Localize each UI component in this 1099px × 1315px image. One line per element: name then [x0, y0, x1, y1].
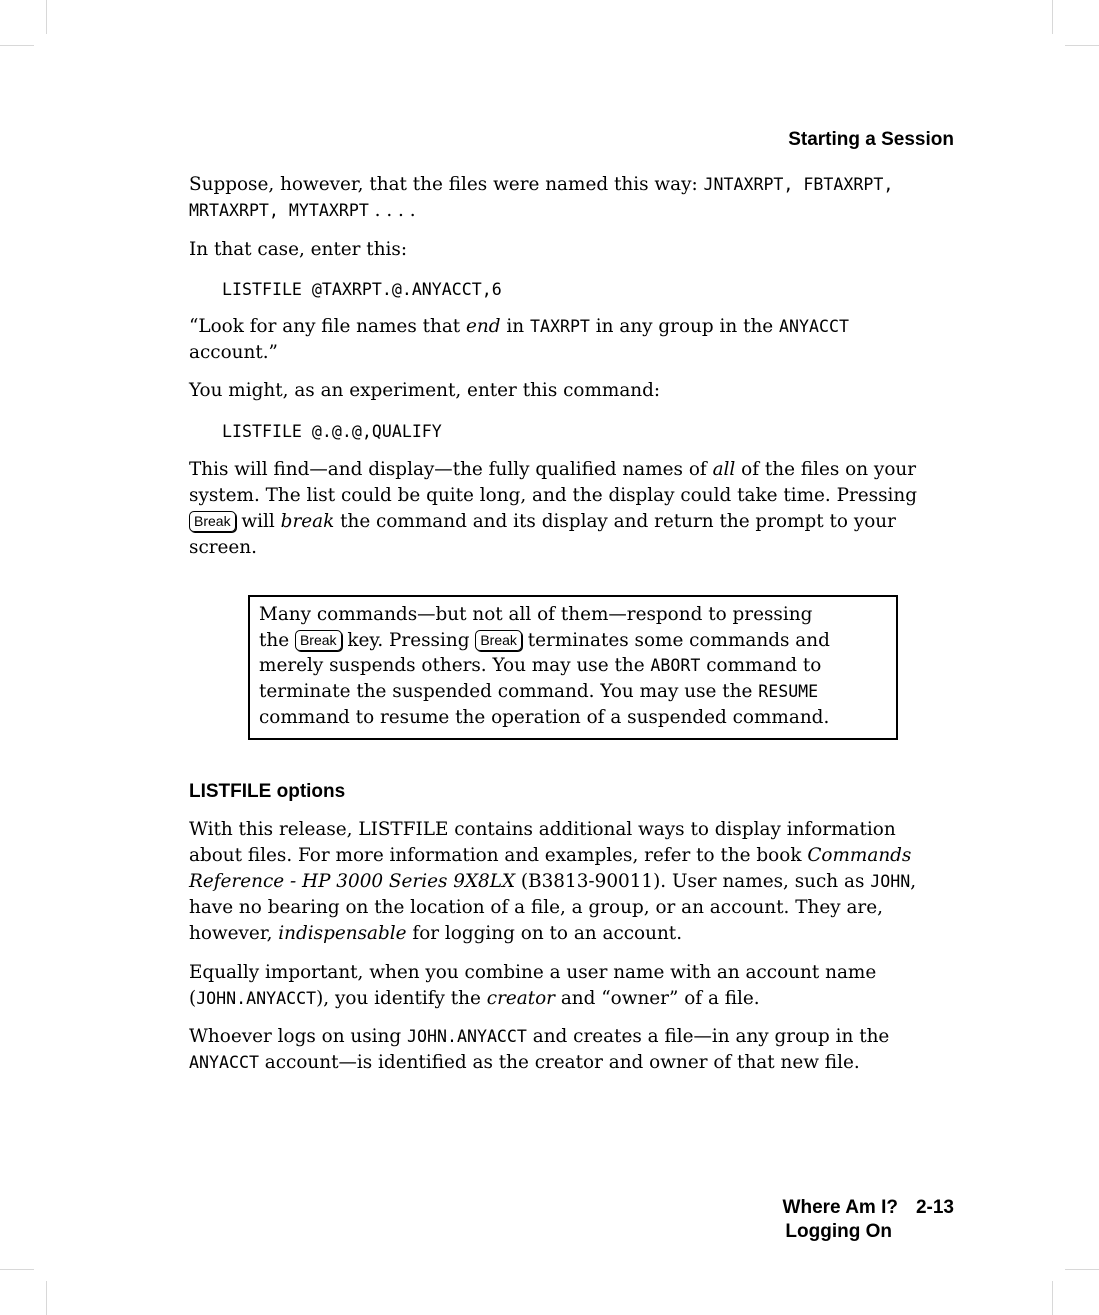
text: system. The list could be quite long, and the display could take time. Pressing — [189, 485, 918, 506]
paragraph-in-that-case: In that case, enter this: — [189, 239, 408, 260]
text: Suppose, however, that the files were named this way: — [189, 174, 704, 195]
page-number: 2-13 — [915, 1197, 954, 1218]
text: command to — [700, 655, 822, 677]
crop-mark-bottom-left — [0, 1269, 34, 1270]
text: ( — [189, 988, 197, 1009]
text: in any group in the — [589, 316, 780, 337]
text: for logging on to an account. — [406, 923, 683, 944]
crop-mark-top-left — [46, 0, 47, 34]
paragraph-find-display — [189, 457, 959, 561]
text: the — [259, 629, 295, 651]
code-john-anyacct: JOHN.ANYACCT — [196, 989, 317, 1008]
text: command to resume the operation of a suspended command. — [259, 706, 830, 728]
text: in — [500, 316, 530, 337]
text: screen. — [189, 537, 257, 558]
crop-mark-bottom-right — [1052, 1281, 1053, 1315]
code-abort: ABORT — [650, 656, 701, 676]
paragraph-equally-important — [189, 960, 959, 1012]
emphasis-indispensable: indispensable — [278, 923, 407, 944]
emphasis-creator: creator — [486, 988, 555, 1009]
text: , — [910, 871, 917, 892]
code-file-list: MRTAXRPT, MYTAXRPT — [189, 201, 369, 220]
code-john: JOHN — [870, 872, 911, 891]
section-heading: LISTFILE options — [189, 781, 346, 802]
text: account—is identified as the creator and owner of that new file. — [258, 1052, 860, 1073]
command-listfile-taxrpt: LISTFILE @TAXRPT.@.ANYACCT,6 — [222, 280, 502, 299]
paragraph-whoever-logs-on — [189, 1024, 959, 1076]
paragraph-explanation — [189, 314, 959, 366]
text: key. Pressing — [341, 629, 476, 651]
text: Many commands—but not all of them—respond to pressing — [259, 604, 813, 625]
note-box — [248, 595, 898, 740]
text: however, — [189, 923, 279, 944]
emphasis-break: break — [280, 511, 335, 532]
book-title: Reference - HP 3000 Series 9X8LX — [189, 871, 516, 892]
code-taxrpt: TAXRPT — [529, 317, 590, 336]
text: This will find—and display—the fully qualified names of — [189, 459, 713, 480]
footer-chapter: Where Am I? — [782, 1197, 898, 1218]
emphasis-end: end — [466, 316, 501, 337]
text: Equally important, when you combine a user name with an account name — [189, 962, 877, 983]
break-key-icon: Break — [475, 630, 522, 651]
note-text — [259, 602, 830, 731]
text: terminate the suspended command. You may use the — [259, 681, 759, 703]
text: “Look for any file names that — [189, 316, 467, 337]
crop-mark-bottom-left — [46, 1281, 47, 1315]
text: terminates some commands and — [521, 629, 830, 651]
crop-mark-top-right — [1065, 45, 1099, 46]
text: will — [235, 511, 281, 532]
text: of the files on your — [735, 459, 917, 480]
text: With this release, LISTFILE contains additional ways to display information — [189, 819, 896, 840]
paragraph-file-names — [189, 172, 959, 224]
text: about files. For more information and examples, refer to the book — [189, 845, 808, 866]
running-head: Starting a Session — [788, 129, 954, 150]
text: account.” — [189, 342, 278, 363]
text: and creates a file—in any group in the — [526, 1026, 890, 1047]
text: (B3813-90011). User names, such as — [515, 871, 871, 892]
text: ), you identify the — [316, 988, 487, 1009]
break-key-icon: Break — [189, 511, 236, 532]
text: the command and its display and return the prompt to your — [334, 511, 896, 532]
text: and “owner” of a file. — [554, 988, 760, 1009]
text: have no bearing on the location of a file, a group, or an account. They are, — [189, 897, 883, 918]
text: Whoever logs on using — [189, 1026, 408, 1047]
crop-mark-top-right — [1052, 0, 1053, 34]
code-anyacct: ANYACCT — [779, 317, 849, 336]
text: merely suspends others. You may use the — [259, 655, 651, 677]
paragraph-experiment: You might, as an experiment, enter this command: — [189, 380, 661, 401]
book-title: Commands — [807, 845, 912, 866]
emphasis-all: all — [712, 459, 736, 480]
ellipsis: . . . . — [368, 200, 416, 221]
page-footer — [783, 1196, 954, 1244]
crop-mark-bottom-right — [1065, 1269, 1099, 1270]
code-anyacct: ANYACCT — [189, 1053, 259, 1072]
crop-mark-top-left — [0, 45, 34, 46]
paragraph-listfile-release — [189, 817, 959, 947]
code-file-list: JNTAXRPT, FBTAXRPT, — [703, 175, 894, 194]
footer-section: Logging On — [785, 1221, 892, 1242]
code-john-anyacct: JOHN.ANYACCT — [407, 1027, 527, 1046]
code-resume: RESUME — [758, 682, 819, 702]
command-listfile-qualify: LISTFILE @.@.@,QUALIFY — [222, 422, 442, 441]
break-key-icon: Break — [295, 630, 342, 651]
